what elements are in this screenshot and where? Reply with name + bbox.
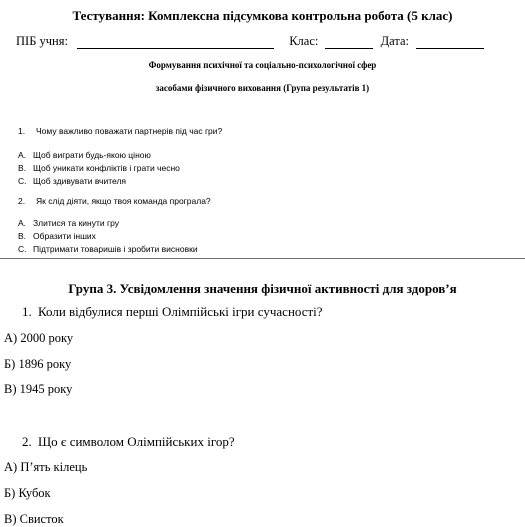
section-heading-line2: засобами фізичного виховання (Група результатів 1): [155, 83, 370, 93]
q1-option-c-letter: C.: [18, 176, 27, 186]
g3-q1-option-a[interactable]: А) 2000 року: [4, 331, 74, 345]
q2-option-a-letter: A.: [18, 218, 27, 228]
test-title: Тестування: Комплексна підсумкова контрольна робота (5 клас): [72, 8, 453, 23]
g3-q1-option-c[interactable]: В) 1945 року: [4, 382, 73, 396]
g3-q2-option-c[interactable]: В) Свисток: [4, 512, 64, 526]
student-name-label: ПІБ учня:: [16, 34, 68, 48]
g3-question-2-text: Що є символом Олімпійських ігор?: [38, 434, 235, 449]
g3-q2-option-a[interactable]: А) П’ять кілець: [4, 460, 88, 474]
q1-option-b-letter: B.: [18, 163, 27, 173]
group-3-title: Група 3. Усвідомлення значення фізичної активності для здоров’я: [68, 281, 457, 296]
g3-question-2-number: 2.: [22, 434, 32, 449]
date-label: Дата:: [380, 34, 409, 48]
question-1-number: 1.: [18, 126, 26, 136]
q2-option-c-letter: C.: [18, 244, 27, 254]
q2-option-a[interactable]: Злитися та кинути гру: [33, 218, 119, 228]
g3-q1-option-b[interactable]: Б) 1896 року: [4, 357, 72, 371]
q1-option-a[interactable]: Щоб виграти будь-якою ціною: [33, 150, 151, 160]
g3-q2-option-b[interactable]: Б) Кубок: [4, 486, 51, 500]
g3-question-1-text: Коли відбулися перші Олімпійські ігри сучасності?: [38, 304, 323, 319]
q1-option-a-letter: A.: [18, 150, 27, 160]
question-2-number: 2.: [18, 196, 26, 206]
q2-option-b-letter: B.: [18, 231, 27, 241]
g3-question-1-number: 1.: [22, 304, 32, 319]
student-info-row: [16, 34, 484, 49]
q2-option-b[interactable]: Образити інших: [33, 231, 96, 241]
question-2-text: Як слід діяти, якщо твоя команда програла?: [36, 196, 211, 206]
date-field[interactable]: [416, 37, 484, 49]
question-1-text: Чому важливо поважати партнерів під час гри?: [36, 126, 223, 136]
q2-option-c[interactable]: Підтримати товаришів і зробити висновки: [33, 244, 198, 254]
class-field[interactable]: [325, 37, 373, 49]
section-heading-line1: Формування психічної та соціально-психологічної сфер: [148, 60, 377, 70]
q1-option-c[interactable]: Щоб здивувати вчителя: [33, 176, 127, 186]
q1-option-b[interactable]: Щоб уникати конфліктів і грати чесно: [33, 163, 180, 173]
student-name-field[interactable]: [77, 37, 274, 49]
section-divider: [0, 258, 525, 259]
class-label: Клас:: [289, 34, 319, 48]
